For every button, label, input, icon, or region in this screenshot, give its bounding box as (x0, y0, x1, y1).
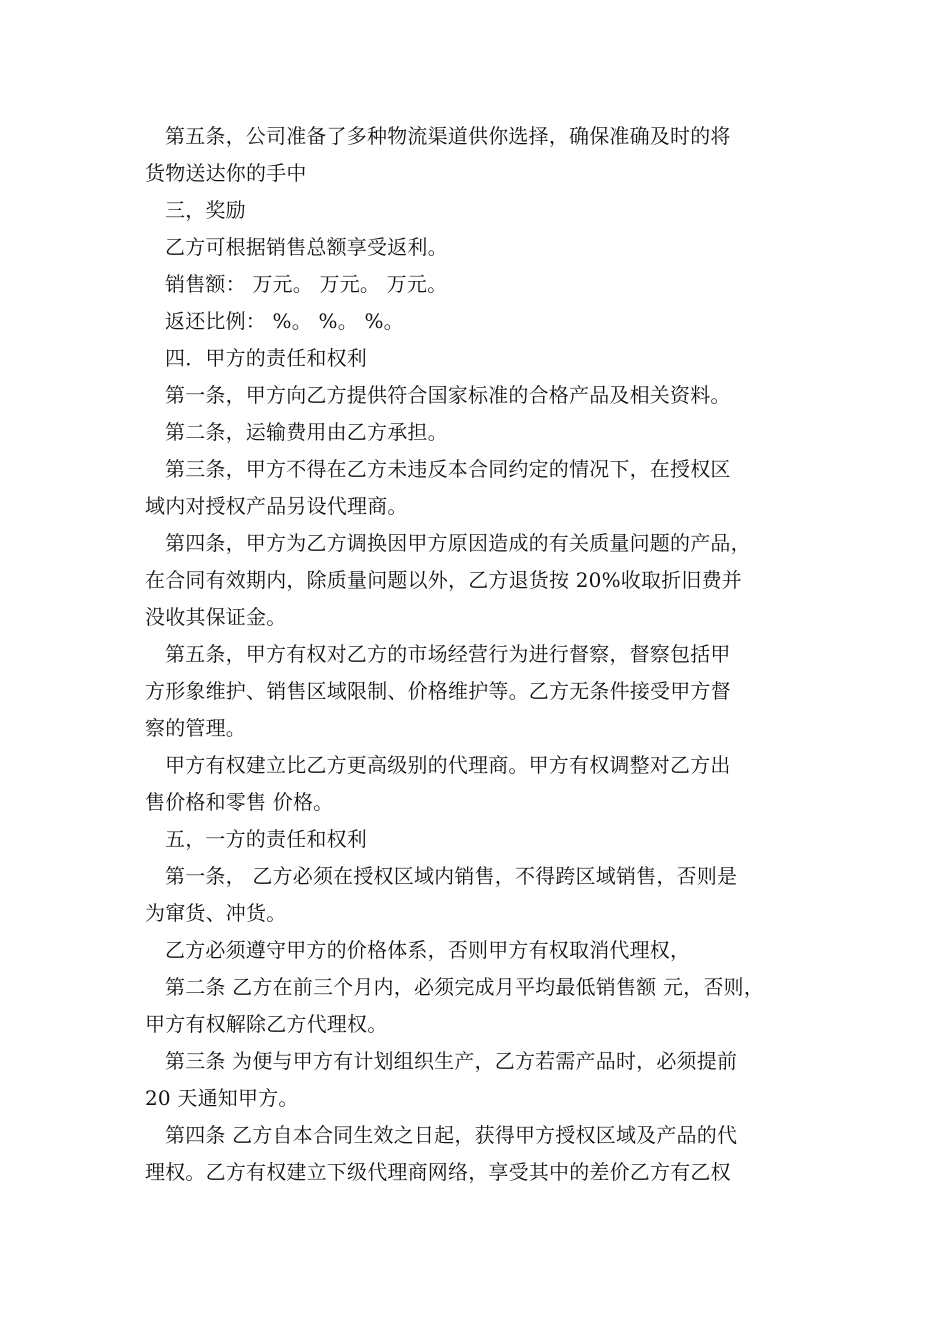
text-line: 第三条 为便与甲方有计划组织生产，乙方若需产品时，必须提前 (165, 1049, 738, 1073)
section-heading: 四．甲方的责任和权利 (165, 346, 367, 370)
text-line: 20 天通知甲方。 (145, 1086, 299, 1110)
section-heading: 三，奖励 (165, 198, 246, 222)
text-line: 第二条 乙方在前三个月内，必须完成月平均最低销售额 元，否则， (165, 975, 764, 999)
text-line: 售价格和零售 价格。 (145, 790, 334, 814)
text-line: 理权。乙方有权建立下级代理商网络，享受其中的差价乙方有乙权 (145, 1160, 731, 1184)
text-line: 甲方有权解除乙方代理权。 (145, 1012, 388, 1036)
text-line: 在合同有效期内，除质量问题以外，乙方退货按 20%收取折旧费并 (145, 568, 743, 592)
section-heading: 五，一方的责任和权利 (165, 827, 367, 851)
text-line: 第一条， 乙方必须在授权区域内销售，不得跨区域销售，否则是 (165, 864, 738, 888)
text-line: 甲方有权建立比乙方更高级别的代理商。甲方有权调整对乙方出 (165, 753, 731, 777)
text-line: 第五条，公司准备了多种物流渠道供你选择，确保准确及时的将 (165, 124, 731, 148)
text-line: 返还比例： %。 %。 %。 (165, 309, 404, 333)
text-line: 货物送达你的手中 (145, 161, 307, 185)
text-line: 乙方必须遵守甲方的价格体系，否则甲方有权取消代理权， (165, 938, 691, 962)
text-line: 域内对授权产品另设代理商。 (145, 494, 408, 518)
text-line: 方形象维护、销售区域限制、价格维护等。乙方无条件接受甲方督 (145, 679, 731, 703)
text-line: 销售额： 万元。 万元。 万元。 (165, 272, 448, 296)
text-line: 第一条，甲方向乙方提供符合国家标准的合格产品及相关资料。 (165, 383, 731, 407)
text-line: 第三条，甲方不得在乙方未违反本合同约定的情况下，在授权区 (165, 457, 731, 481)
document-body (145, 118, 815, 1191)
text-line: 乙方可根据销售总额享受返利。 (165, 235, 448, 259)
text-line: 第四条，甲方为乙方调换因甲方原因造成的有关质量问题的产品， (165, 531, 751, 555)
text-line: 第二条，运输费用由乙方承担。 (165, 420, 448, 444)
text-line: 第四条 乙方自本合同生效之日起，获得甲方授权区域及产品的代 (165, 1123, 738, 1147)
text-line: 没收其保证金。 (145, 605, 287, 629)
text-line: 察的管理。 (145, 716, 246, 740)
text-line: 第五条，甲方有权对乙方的市场经营行为进行督察，督察包括甲 (165, 642, 731, 666)
text-line: 为窜货、冲货。 (145, 901, 287, 925)
